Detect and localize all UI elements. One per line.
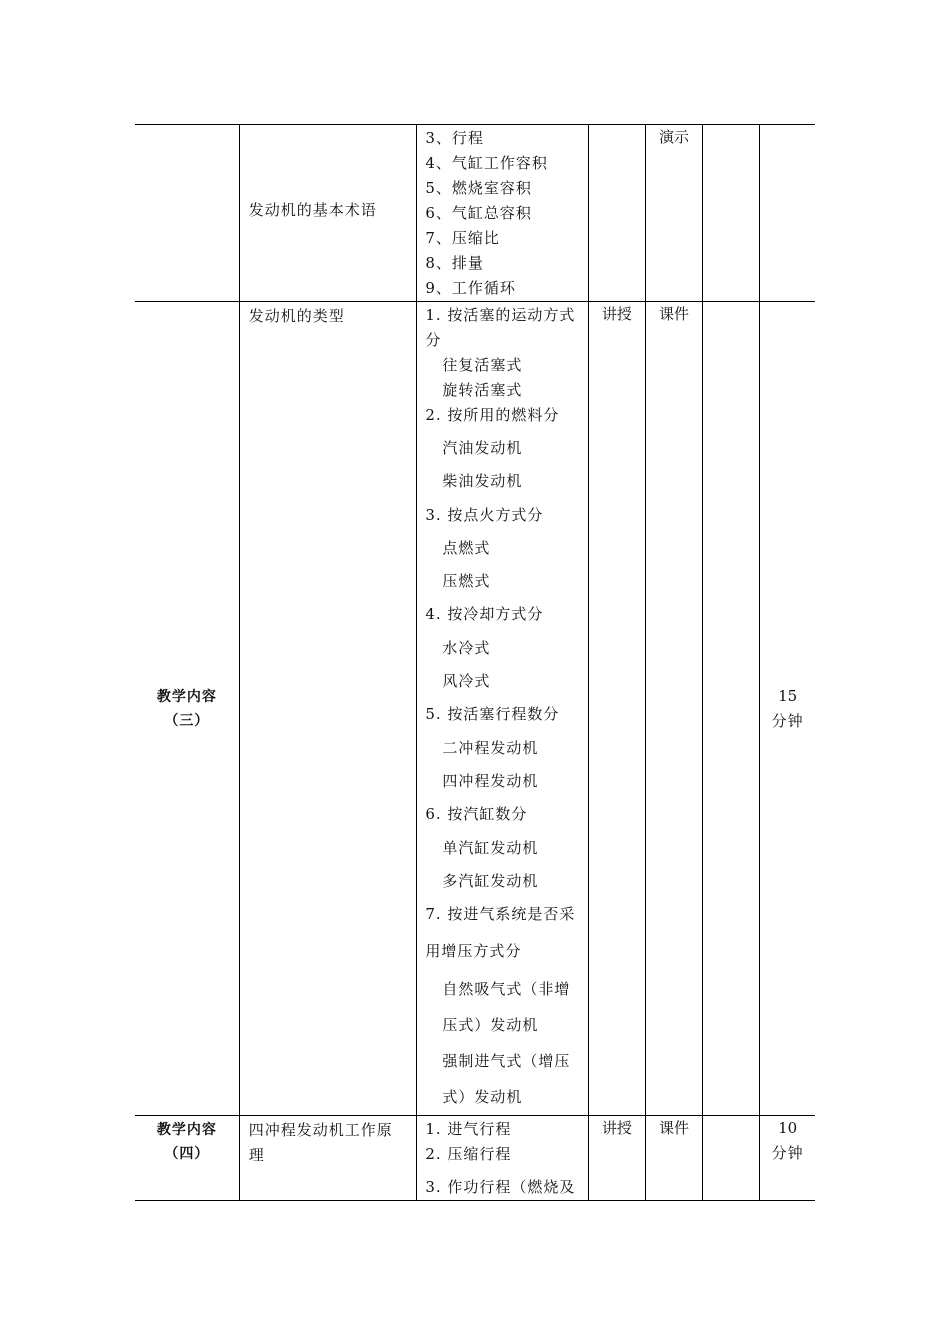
method-text: 讲授 — [601, 1119, 632, 1138]
time-cell — [760, 1116, 815, 1201]
section-cell — [135, 125, 239, 302]
method-text: 讲授 — [601, 305, 632, 323]
section-cell — [135, 302, 239, 1116]
aid-cell — [645, 125, 702, 302]
aid-text: 课件 — [659, 305, 690, 323]
list-item: 3. 按点火方式分 — [425, 505, 544, 524]
list-item: 柴油发动机 — [442, 472, 523, 491]
list-item: 压燃式 — [442, 572, 491, 591]
list-item: 压式）发动机 — [442, 1016, 539, 1035]
blank-cell — [703, 302, 760, 1116]
list-item: 旋转活塞式 — [442, 381, 523, 399]
list-item: 多汽缸发动机 — [442, 871, 539, 890]
list-item: 5、燃烧室容积 — [425, 179, 532, 197]
list-item: 风冷式 — [442, 672, 491, 691]
topic-cell — [239, 1116, 417, 1201]
method-cell — [588, 125, 645, 302]
section-label-line: （三） — [164, 712, 210, 729]
list-item: 单汽缸发动机 — [442, 838, 539, 857]
list-item: 水冷式 — [442, 638, 491, 657]
list-item: 5. 按活塞行程数分 — [425, 705, 560, 724]
list-item: 6、气缸总容积 — [425, 204, 532, 222]
list-item: 3、行程 — [425, 129, 484, 147]
items-cell — [417, 1116, 589, 1201]
list-item: 自然吸气式（非增 — [442, 980, 571, 999]
aid-text: 课件 — [659, 1119, 690, 1138]
table-row — [135, 302, 815, 1116]
list-item: 4. 按冷却方式分 — [425, 605, 544, 624]
time-cell — [760, 302, 815, 1116]
time-value: 10 — [778, 1119, 798, 1138]
list-item: 3. 作功行程（燃烧及 — [425, 1178, 576, 1197]
list-item: 分 — [425, 331, 442, 349]
section-label-line: （四） — [164, 1146, 210, 1163]
list-item: 强制进气式（增压 — [442, 1052, 571, 1071]
list-item: 6. 按汽缸数分 — [425, 805, 528, 824]
items-cell — [417, 125, 589, 302]
table-row — [135, 125, 815, 302]
blank-cell — [703, 125, 760, 302]
time-value: 15 — [778, 686, 798, 705]
blank-cell — [703, 1116, 760, 1201]
list-item: 2. 压缩行程 — [425, 1145, 512, 1164]
table-row — [135, 1116, 815, 1201]
aid-text: 演示 — [659, 128, 690, 146]
time-unit: 分钟 — [771, 1144, 804, 1163]
time-cell — [760, 125, 815, 302]
lesson-plan-table — [135, 124, 815, 1201]
aid-cell — [645, 1116, 702, 1201]
topic-cell — [239, 302, 417, 1116]
section-label-line: 教学内容 — [156, 1122, 217, 1139]
list-item: 汽油发动机 — [442, 439, 523, 457]
list-item: 8、排量 — [425, 254, 484, 272]
method-cell — [588, 302, 645, 1116]
topic-text: 发动机的基本术语 — [248, 200, 377, 219]
items-cell — [417, 302, 589, 1116]
section-label — [135, 1116, 239, 1166]
list-item: 7. 按进气系统是否采 — [425, 905, 576, 924]
method-cell — [588, 1116, 645, 1201]
time-unit: 分钟 — [771, 711, 804, 730]
section-label — [135, 685, 239, 733]
list-item: 往复活塞式 — [442, 356, 523, 374]
aid-cell — [645, 302, 702, 1116]
section-label-line: 教学内容 — [156, 688, 217, 705]
list-item: 四冲程发动机 — [442, 771, 539, 790]
topic-text: 发动机的类型 — [248, 307, 345, 325]
list-item: 式）发动机 — [442, 1088, 523, 1107]
list-item: 2. 按所用的燃料分 — [425, 406, 560, 424]
list-item: 1. 按活塞的运动方式 — [425, 306, 576, 324]
list-item: 4、气缸工作容积 — [425, 154, 548, 172]
list-item: 7、压缩比 — [425, 229, 500, 247]
list-item: 9、工作循环 — [425, 279, 516, 297]
topic-text: 四冲程发动机工作原理 — [248, 1121, 393, 1165]
section-cell — [135, 1116, 239, 1201]
list-item: 二冲程发动机 — [442, 738, 539, 757]
topic-cell — [239, 125, 417, 302]
list-item: 用增压方式分 — [425, 942, 522, 961]
list-item: 点燃式 — [442, 538, 491, 557]
list-item: 1. 进气行程 — [425, 1120, 512, 1139]
